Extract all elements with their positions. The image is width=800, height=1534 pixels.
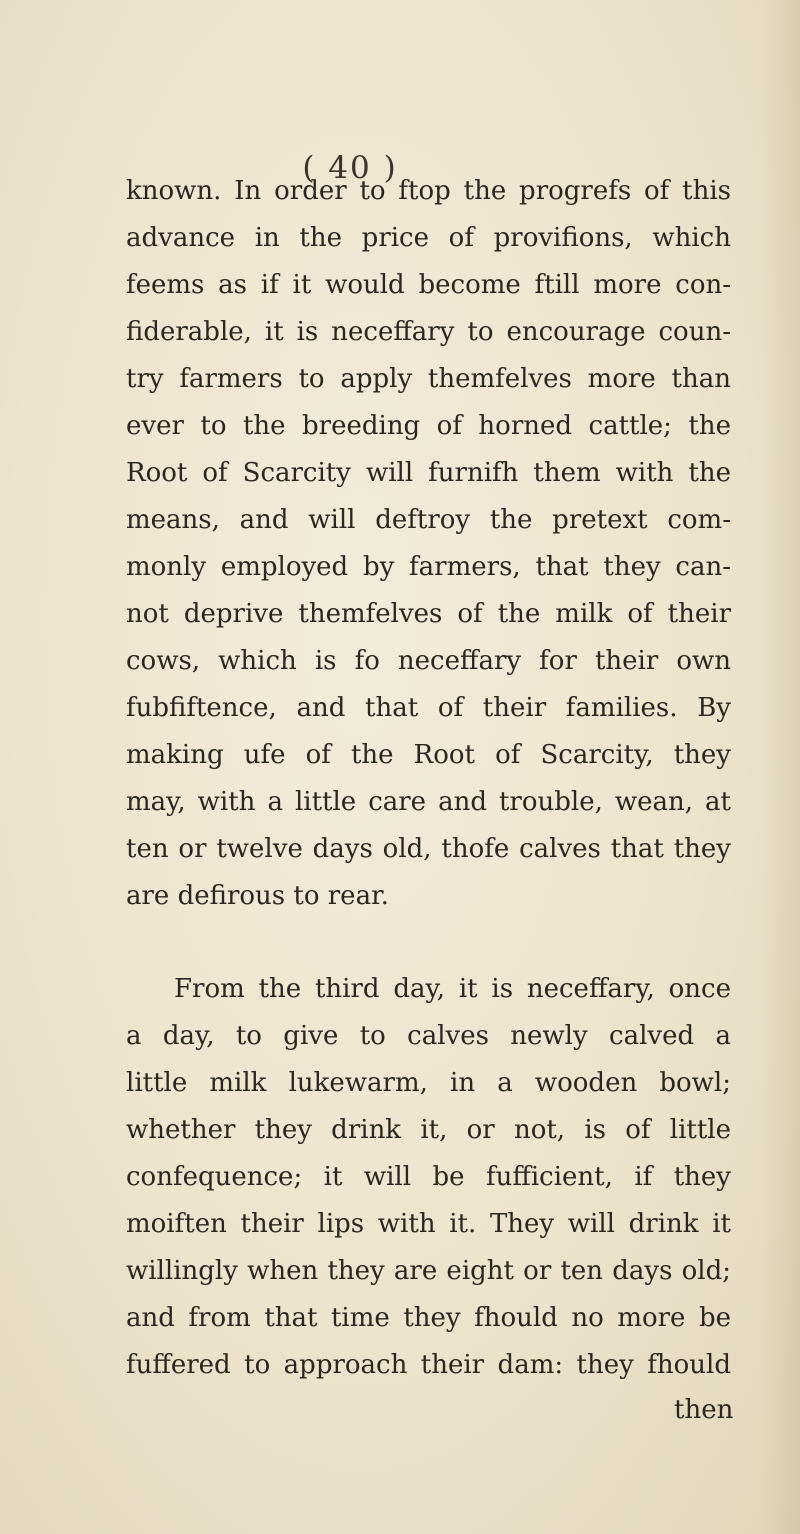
text-line: Root of Scarcity will furnifh them with the xyxy=(126,458,731,488)
text-line: and from that time they fhould no more be xyxy=(126,1303,731,1333)
text-line: little milk lukewarm, in a wooden bowl; xyxy=(126,1068,731,1098)
text-line: not deprive themfelves of the milk of their xyxy=(126,599,731,629)
text-line: may, with a little care and trouble, wean, at xyxy=(126,787,731,817)
text-line: are defirous to rear. xyxy=(126,881,389,911)
text-line: ten or twelve days old, thofe calves that they xyxy=(126,834,731,864)
text-line: whether they drink it, or not, is of little xyxy=(126,1115,731,1145)
text-line: From the third day, it is neceffary, once xyxy=(174,974,731,1004)
text-line: known. In order to ftop the progrefs of this xyxy=(126,176,731,206)
text-line: try farmers to apply themfelves more than xyxy=(126,364,731,394)
text-line: fubfiftence, and that of their families. By xyxy=(126,693,731,723)
text-line: fuffered to approach their dam: they fhould xyxy=(126,1350,731,1380)
text-line: means, and will deftroy the pretext com- xyxy=(126,505,731,535)
text-line: cows, which is fo neceffary for their own xyxy=(126,646,731,676)
text-line: fiderable, it is neceffary to encourage coun- xyxy=(126,317,731,347)
text-line: moiften their lips with it. They will drink it xyxy=(126,1209,731,1239)
text-line: feems as if it would become ftill more con- xyxy=(126,270,731,300)
page-number: ( 40 ) xyxy=(302,150,398,186)
text-line: a day, to give to calves newly calved a xyxy=(126,1021,731,1051)
page-edge-shadow xyxy=(760,0,800,1534)
text-line: making ufe of the Root of Scarcity, they xyxy=(126,740,731,770)
text-line: ever to the breeding of horned cattle; the xyxy=(126,411,731,441)
text-line: monly employed by farmers, that they can- xyxy=(126,552,731,582)
text-line: advance in the price of provifions, which xyxy=(126,223,731,253)
catchword: then xyxy=(674,1395,734,1425)
text-line: willingly when they are eight or ten days old; xyxy=(126,1256,731,1286)
text-line: confequence; it will be fufficient, if they xyxy=(126,1162,731,1192)
